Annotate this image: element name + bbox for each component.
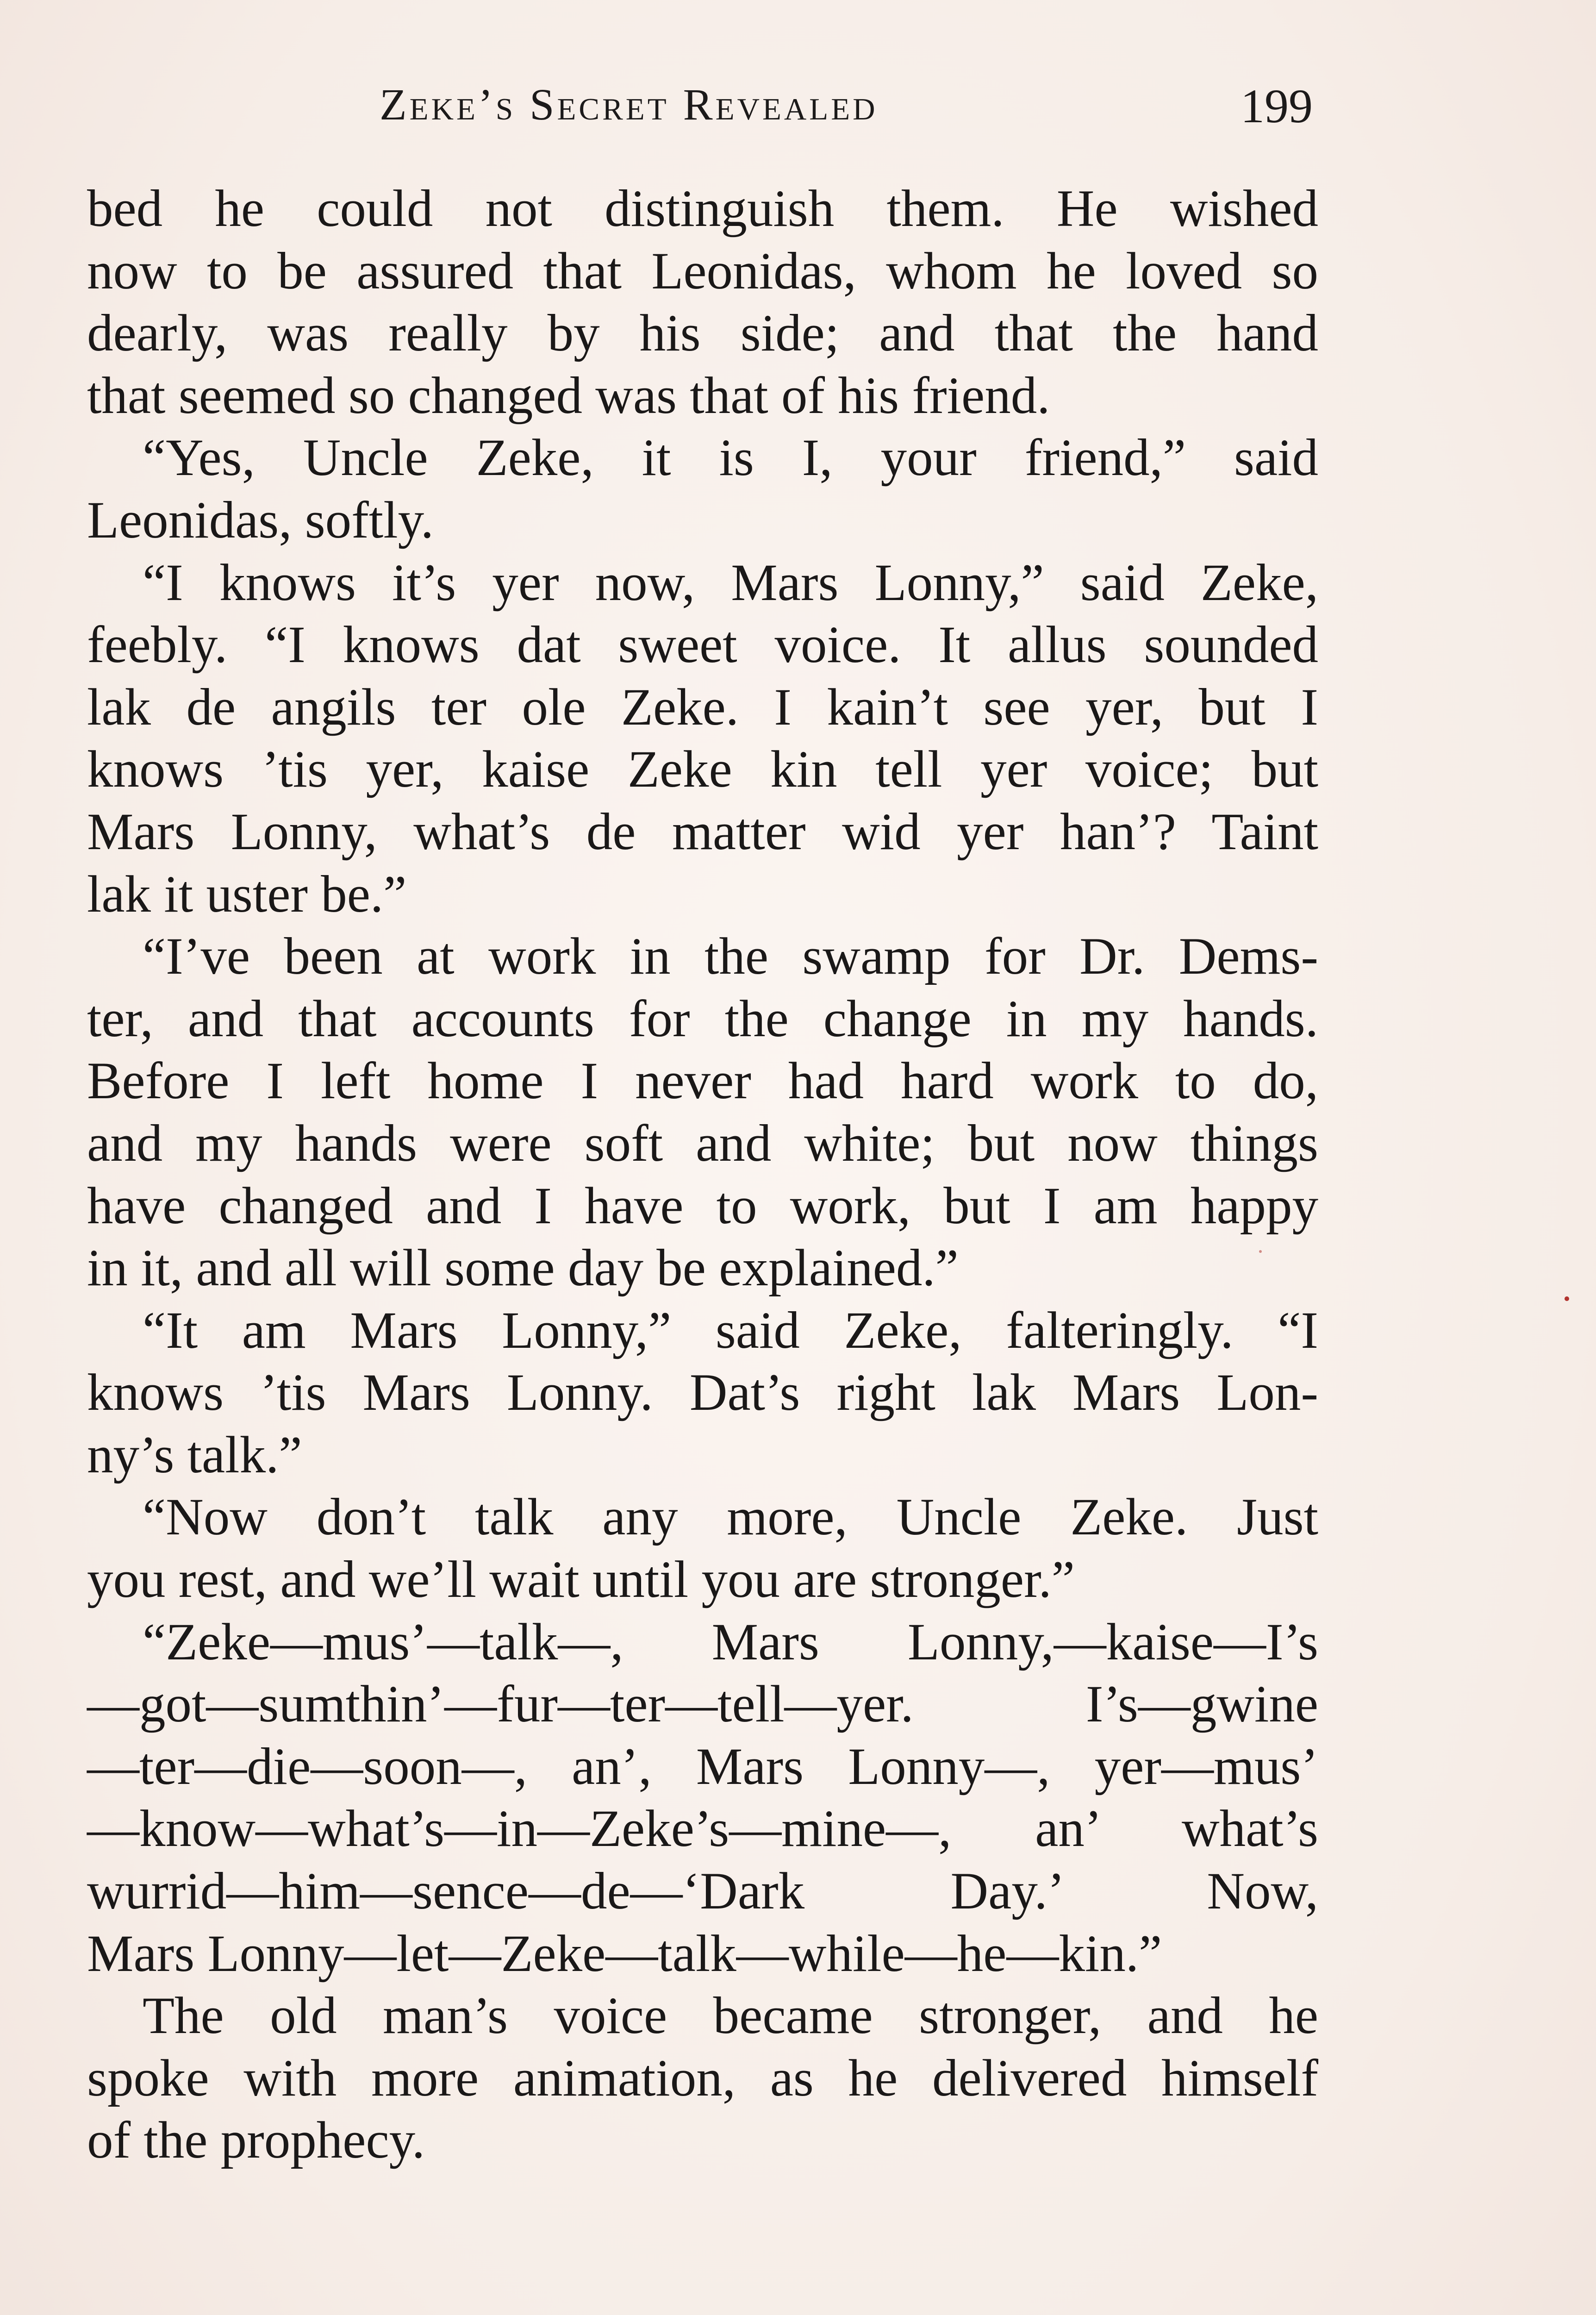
text-line: knows ’tis Mars Lonny. Dat’s right lak Mars Lon- bbox=[87, 1364, 1318, 1422]
text-line: that seemed so changed was that of his friend. bbox=[87, 366, 1050, 425]
text-line: lak it uster be.” bbox=[87, 865, 407, 923]
text-line: in it, and all will some day be explained.” bbox=[87, 1239, 959, 1297]
paper-speck bbox=[1259, 1250, 1262, 1253]
text-line: “I’ve been at work in the swamp for Dr. Dems- bbox=[143, 927, 1318, 986]
text-line: ny’s talk.” bbox=[87, 1426, 302, 1484]
text-line: Mars Lonny—let—Zeke—talk—while—he—kin.” bbox=[87, 1924, 1162, 1983]
text-line: you rest, and we’ll wait until you are stronger.” bbox=[87, 1551, 1075, 1609]
text-line: have changed and I have to work, but I am happy bbox=[87, 1176, 1318, 1235]
text-line: “I knows it’s yer now, Mars Lonny,” said Zeke, bbox=[143, 553, 1318, 612]
text-line: and my hands were soft and white; but now things bbox=[87, 1114, 1318, 1172]
text-line: “Zeke—mus’—talk—, Mars Lonny,—kaise—I’s bbox=[143, 1613, 1318, 1671]
text-line: —ter—die—soon—, an’, Mars Lonny—, yer—mus’ bbox=[87, 1737, 1318, 1796]
text-line: The old man’s voice became stronger, and he bbox=[143, 1987, 1318, 2045]
text-line: wurrid—him—sence—de—‘Dark Day.’ Now, bbox=[87, 1862, 1318, 1921]
text-line: ter, and that accounts for the change in my hands. bbox=[87, 989, 1318, 1048]
body-text bbox=[87, 178, 1318, 2172]
running-title: Zeke’s Secret Revealed bbox=[380, 80, 878, 129]
text-line: Leonidas, softly. bbox=[87, 491, 434, 549]
text-line: now to be assured that Leonidas, whom he loved so bbox=[87, 242, 1318, 300]
text-line: Before I left home I never had hard work to do, bbox=[87, 1052, 1318, 1110]
text-line: lak de angils ter ole Zeke. I kain’t see yer, but I bbox=[87, 678, 1318, 736]
page-number: 199 bbox=[1241, 80, 1313, 133]
text-line: spoke with more animation, as he delivered himself bbox=[87, 2049, 1318, 2107]
text-line: “Now don’t talk any more, Uncle Zeke. Just bbox=[143, 1488, 1318, 1546]
text-line: feebly. “I knows dat sweet voice. It allus sounded bbox=[87, 616, 1318, 674]
running-head bbox=[0, 79, 1596, 144]
paper-speck bbox=[1565, 1296, 1569, 1301]
text-line: —got—sumthin’—fur—ter—tell—yer. I’s—gwine bbox=[87, 1675, 1318, 1733]
text-line: bed he could not distinguish them. He wished bbox=[87, 180, 1318, 238]
text-line: dearly, was really by his side; and that the hand bbox=[87, 304, 1318, 363]
text-line: “It am Mars Lonny,” said Zeke, falteringly. “I bbox=[143, 1301, 1318, 1359]
text-line: —know—what’s—in—Zeke’s—mine—, an’ what’s bbox=[87, 1800, 1318, 1858]
text-line: Mars Lonny, what’s de matter wid yer han’? Taint bbox=[87, 802, 1318, 861]
text-line: knows ’tis yer, kaise Zeke kin tell yer voice; but bbox=[87, 740, 1318, 799]
text-line: “Yes, Uncle Zeke, it is I, your friend,” said bbox=[143, 429, 1318, 487]
text-line: of the prophecy. bbox=[87, 2111, 425, 2170]
